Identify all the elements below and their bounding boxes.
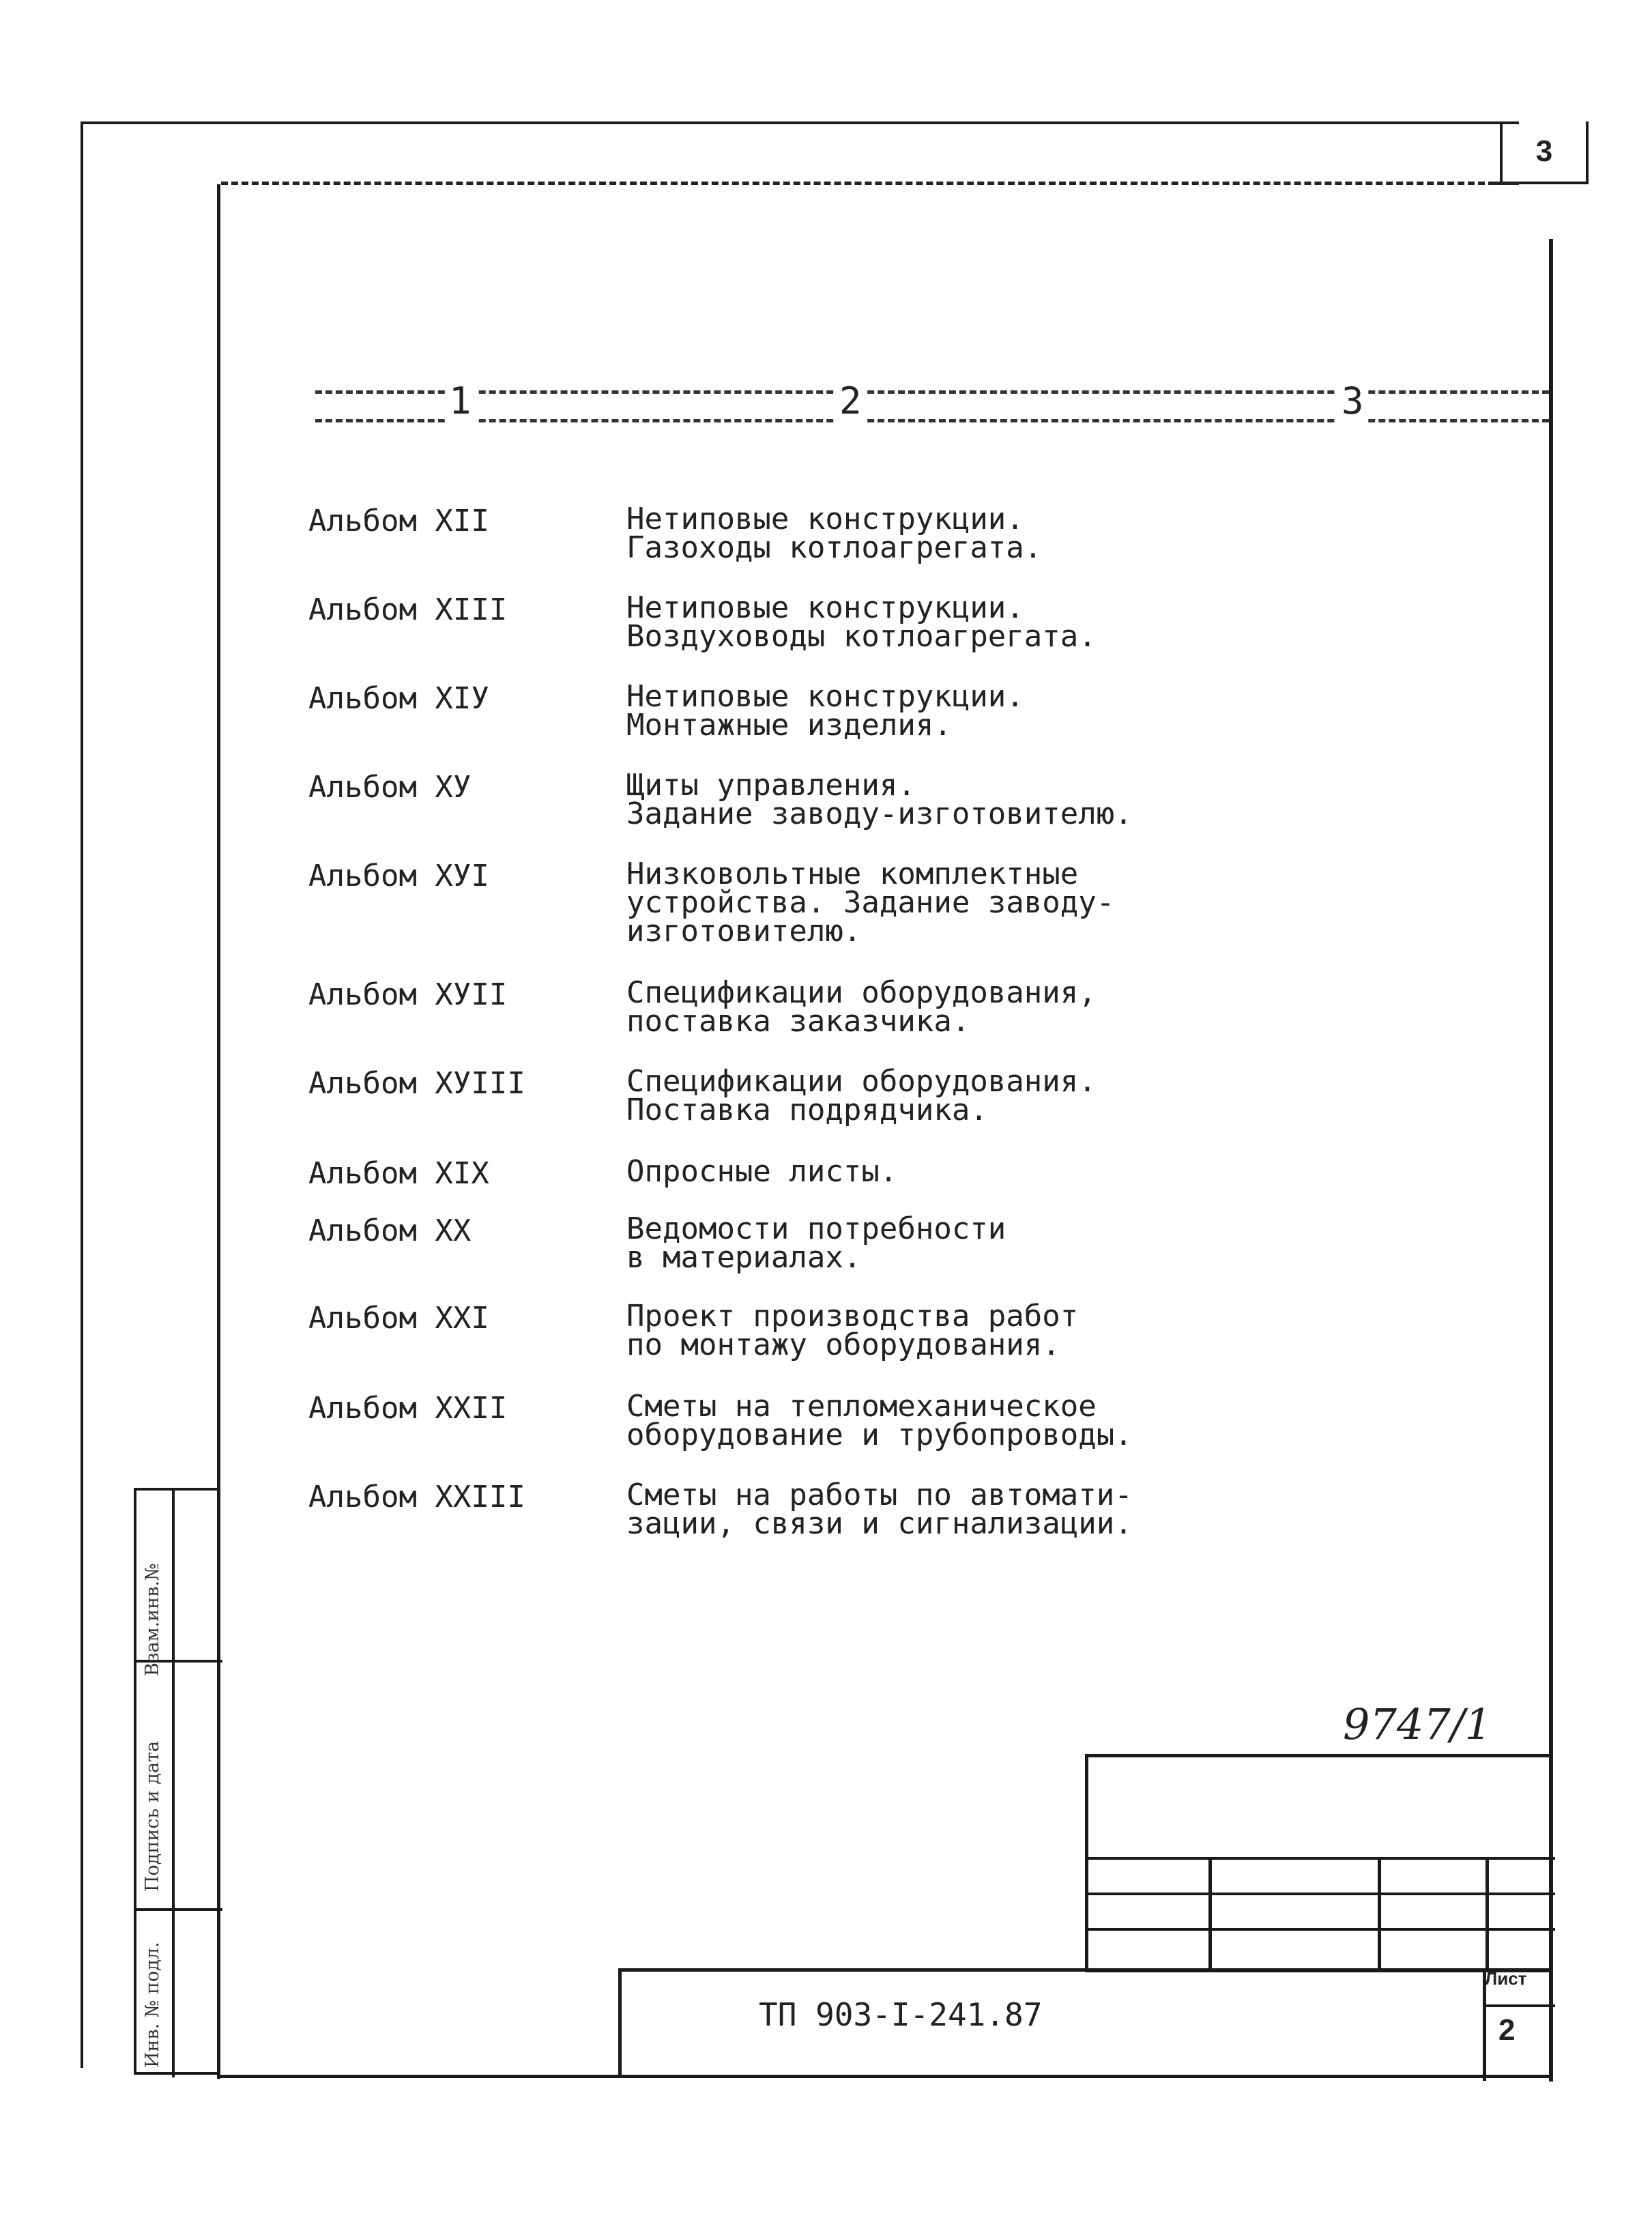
sheet-label: Лист <box>1485 1968 1527 1989</box>
title-block-rule <box>1378 1857 1381 1972</box>
album-description: Нетиповые конструкции. Воздуховоды котлоагрегата. <box>626 590 1097 654</box>
column-number-1: 1 <box>445 379 476 422</box>
album-description: Спецификации оборудования. Поставка подрядчика. <box>626 1064 1097 1127</box>
frame-border-top <box>221 182 1505 185</box>
album-description: Ведомости потребности в материалах. <box>626 1211 1006 1275</box>
margin-stamp-rule <box>136 1908 222 1911</box>
sheet-number: 2 <box>1498 2013 1516 2047</box>
title-block-rule <box>1483 2004 1555 2007</box>
column-number-3: 3 <box>1337 379 1368 422</box>
title-block-upper <box>1085 1754 1552 1972</box>
album-description: Проект производства работ по монтажу оборудования. <box>626 1299 1079 1362</box>
column-number-2: 2 <box>835 379 866 422</box>
page-number: 3 <box>1535 134 1553 168</box>
album-label: Альбом XX <box>308 1213 472 1248</box>
album-label: Альбом ХУ <box>308 770 472 805</box>
sheet-border-top <box>82 121 1519 124</box>
document-code: ТП 903-I-241.87 <box>759 1996 1043 2033</box>
frame-border-top-end <box>1494 182 1519 185</box>
album-label: Альбом ХУIII <box>308 1066 525 1101</box>
handwritten-number: 9747/1 <box>1343 1699 1492 1749</box>
album-label: Альбом XII <box>308 504 489 538</box>
album-description: Нетиповые конструкции. Монтажные изделия. <box>626 679 1024 743</box>
margin-stamp-rule <box>172 1491 175 2077</box>
margin-replaces-inv: Взам.инв.№ <box>142 1563 163 1676</box>
album-label: Альбом XIII <box>308 592 508 627</box>
album-description: Нетиповые конструкции. Газоходы котлоагрегата. <box>626 502 1043 565</box>
album-description: Низковольтные комплектные устройства. Задание заводу- изготовителю. <box>626 857 1115 949</box>
album-label: Альбом XIУ <box>308 681 489 716</box>
album-description: Спецификации оборудования, поставка заказчика. <box>626 975 1097 1039</box>
title-block-rule <box>1208 1857 1212 1972</box>
album-label: Альбом XXII <box>308 1391 508 1426</box>
album-label: Альбом XXIII <box>308 1480 525 1514</box>
title-block-rule <box>1486 1857 1489 1972</box>
album-label: Альбом ХУI <box>308 859 489 893</box>
margin-signature-date: Подпись и дата <box>142 1740 163 1892</box>
album-description: Опросные листы. <box>626 1154 898 1189</box>
album-label: Альбом XXI <box>308 1301 489 1336</box>
margin-inv-no: Инв. № подл. <box>142 1942 163 2068</box>
album-label: Альбом ХУII <box>308 977 508 1012</box>
album-description: Щиты управления. Задание заводу-изготовителю. <box>626 768 1133 831</box>
page-number-box <box>1500 121 1589 184</box>
album-description: Сметы на тепломеханическое оборудование и трубопроводы. <box>626 1389 1133 1452</box>
album-description: Сметы на работы по автомати- зации, связи и сигнализации. <box>626 1478 1133 1541</box>
sheet-border-left <box>81 121 83 2068</box>
album-label: Альбом XIX <box>308 1156 489 1191</box>
